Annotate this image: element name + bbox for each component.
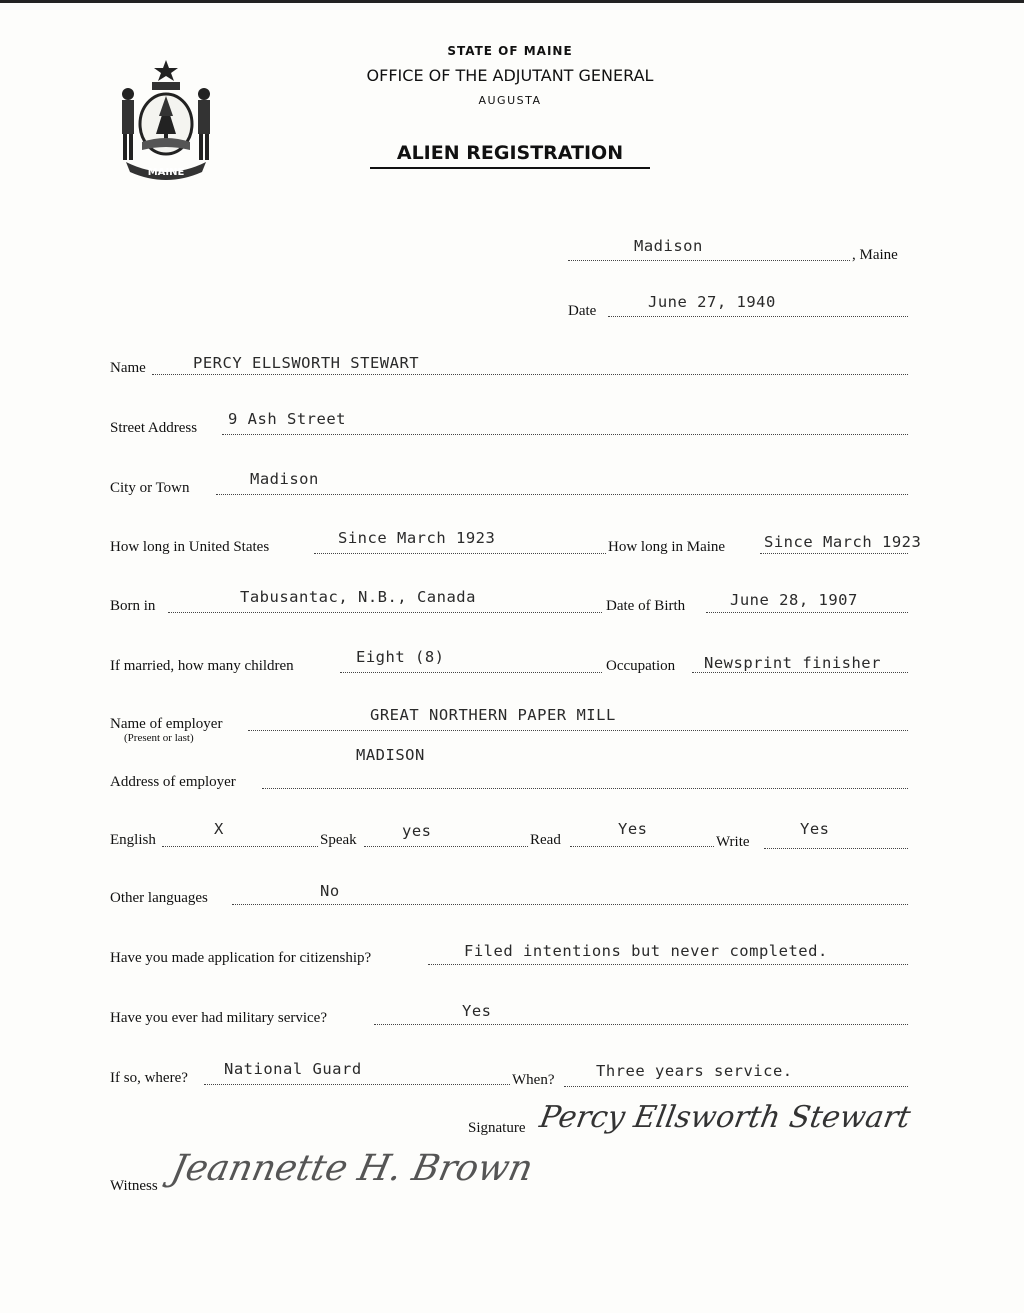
employer-address-value: MADISON <box>356 746 425 764</box>
how-long-us-line <box>314 553 606 554</box>
speak-value: yes <box>402 822 432 840</box>
header-state: STATE OF MAINE <box>447 44 573 58</box>
place-suffix: , Maine <box>852 247 898 263</box>
how-long-maine-line <box>760 553 908 554</box>
witness-value: Jeannette H. Brown <box>167 1148 537 1189</box>
how-long-maine-label: How long in Maine <box>608 539 726 555</box>
read-label: Read <box>530 832 561 848</box>
where-line <box>204 1084 510 1085</box>
date-label: Date <box>568 303 597 319</box>
occupation-value: Newsprint finisher <box>704 654 881 672</box>
write-label: Write <box>716 834 750 850</box>
city-label: City or Town <box>110 480 190 496</box>
city-value: Madison <box>250 470 319 488</box>
employer-address-line <box>262 788 908 789</box>
svg-text:MAINE: MAINE <box>147 167 185 178</box>
speak-line <box>364 846 528 847</box>
born-in-line <box>168 612 602 613</box>
when-line <box>564 1086 908 1087</box>
read-value: Yes <box>618 820 648 838</box>
employer-sublabel: (Present or last) <box>124 732 194 744</box>
other-languages-label: Other languages <box>110 890 208 906</box>
born-in-value: Tabusantac, N.B., Canada <box>240 588 476 606</box>
children-label: If married, how many children <box>110 658 294 674</box>
english-line <box>162 846 318 847</box>
street-value: 9 Ash Street <box>228 410 346 428</box>
name-value: PERCY ELLSWORTH STEWART <box>193 354 420 372</box>
top-edge-line <box>0 0 1024 3</box>
employer-address-label: Address of employer <box>110 774 236 790</box>
english-value: X <box>214 820 224 838</box>
header-office: OFFICE OF THE ADJUTANT GENERAL <box>366 66 654 85</box>
when-label: When? <box>512 1072 555 1088</box>
when-value: Three years service. <box>596 1062 793 1080</box>
dob-label: Date of Birth <box>606 598 686 614</box>
witness-label: Witness <box>110 1178 158 1194</box>
how-long-maine-value: Since March 1923 <box>764 533 922 551</box>
children-line <box>340 672 602 673</box>
dob-value: June 28, 1907 <box>730 591 858 609</box>
read-line <box>570 846 714 847</box>
street-line <box>222 434 908 435</box>
write-value: Yes <box>800 820 830 838</box>
street-label: Street Address <box>110 420 198 436</box>
write-line <box>764 848 908 849</box>
english-label: English <box>110 832 156 848</box>
where-value: National Guard <box>224 1060 362 1078</box>
other-languages-value: No <box>320 882 340 900</box>
date-value: June 27, 1940 <box>648 293 776 311</box>
form-title: ALIEN REGISTRATION <box>370 142 650 169</box>
military-line <box>374 1024 908 1025</box>
name-label: Name <box>110 360 146 376</box>
city-line <box>216 494 908 495</box>
children-value: Eight (8) <box>356 648 445 666</box>
place-line <box>568 260 850 261</box>
occupation-label: Occupation <box>606 658 676 674</box>
how-long-us-value: Since March 1923 <box>338 529 496 547</box>
employer-line <box>248 730 908 731</box>
how-long-us-label: How long in United States <box>110 539 270 555</box>
military-label: Have you ever had military service? <box>110 1010 327 1026</box>
born-in-label: Born in <box>110 598 156 614</box>
state-seal-icon <box>112 56 220 184</box>
other-languages-line <box>232 904 908 905</box>
dob-line <box>706 612 908 613</box>
employer-value: GREAT NORTHERN PAPER MILL <box>370 706 616 724</box>
military-value: Yes <box>462 1002 492 1020</box>
employer-label: Name of employer <box>110 716 223 732</box>
citizenship-label: Have you made application for citizenship? <box>110 950 372 966</box>
signature-value: Percy Ellsworth Stewart <box>536 1100 914 1135</box>
citizenship-line <box>428 964 908 965</box>
place-value: Madison <box>634 237 703 255</box>
where-label: If so, where? <box>110 1070 188 1086</box>
header-city: AUGUSTA <box>478 94 542 107</box>
signature-label: Signature <box>468 1120 526 1136</box>
occupation-line <box>692 672 908 673</box>
name-line <box>152 374 908 375</box>
date-line <box>608 316 908 317</box>
citizenship-value: Filed intentions but never completed. <box>464 942 828 960</box>
speak-label: Speak <box>320 832 357 848</box>
